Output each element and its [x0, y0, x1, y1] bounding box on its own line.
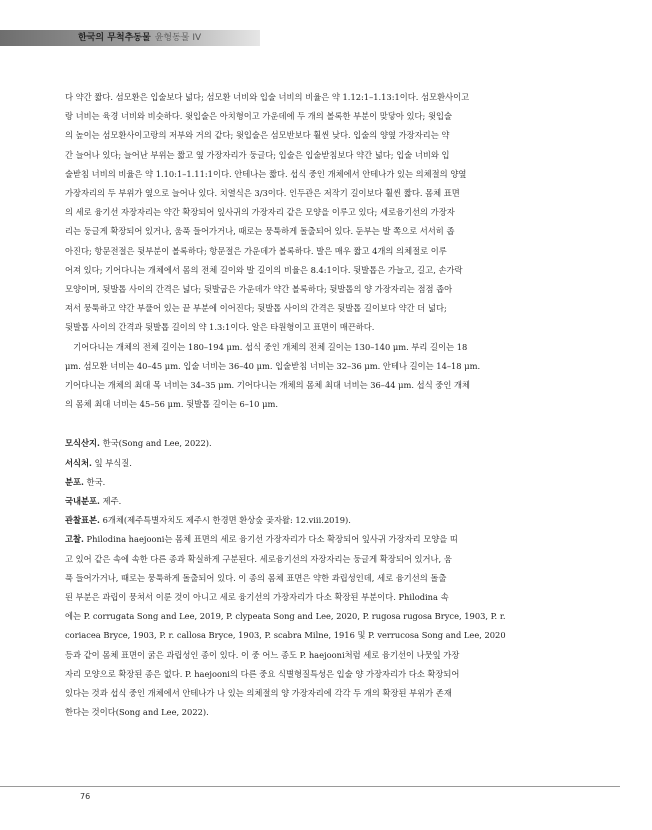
- field-value: 제주.: [99, 496, 122, 507]
- text-line: 된 부분은 과립이 뭉쳐서 이룬 것이 아니고 세로 융기선의 가장자리가 다소 확장된 부분이다. Philodina 속: [65, 592, 449, 603]
- field-row: [65, 434, 570, 453]
- text-line: 있다는 것과 섭식 중인 개체에서 안테나가 나 있는 의체절의 양 가장자리에 각각 두 개의 확장된 부위가 존재: [65, 688, 452, 699]
- description-paragraph: [65, 88, 570, 338]
- page-content: [65, 88, 570, 723]
- text-line: 리는 둥글게 확장되어 있거나, 움푹 들어가거나, 때로는 뭉툭하게 돌출되어 있다. 둔부는 발 쪽으로 서서히 좁: [65, 226, 455, 237]
- field-value: 잎 부식질.: [91, 457, 132, 468]
- text-line: 랑 너비는 육경 너비와 비슷하다. 윗입술은 아치형이고 가운데에 두 개의 볼록한 부분이 맞닿아 있다; 윗입술: [65, 111, 452, 122]
- text-line: μm. 섬모환 너비는 40–45 μm. 입술 너비는 36–40 μm. 입술받침 너비는 32–36 μm. 안테나 길이는 14–18 μm.: [65, 360, 481, 371]
- footer-divider: [0, 786, 620, 787]
- text-line: 기어다니는 개체의 전체 길이는 180–194 μm. 섭식 중인 개체의 전체 길이는 130–140 μm. 부리 길이는 18: [65, 341, 468, 352]
- text-line: 자리 모양으로 확장된 종은 없다. P. haejooni의 다른 중요 식별형질특성은 입술 양 가장자리가 다소 확장되어: [65, 668, 460, 679]
- text-line: 푹 들어가거나, 때로는 뭉툭하게 돌출되어 있다. 이 종의 몸체 표면은 약한 과립성인데, 세로 융기선의 돌출: [65, 572, 447, 583]
- page-number: 76: [80, 792, 91, 801]
- measurements-paragraph: [65, 338, 570, 415]
- text-line: 다 약간 짧다. 섬모환은 입술보다 넓다; 섬모환 너비와 입술 너비의 비율은 약 1.12:1–1.13:1이다. 섬모환사이고: [65, 92, 470, 102]
- text-line: 어져 있다; 기어다니는 개체에서 몸의 전체 길이와 발 길이의 비율은 8.4:1이다. 뒷발톱은 가늘고, 길고, 손가락: [65, 264, 463, 275]
- field-label: 서식처.: [65, 457, 92, 468]
- book-title: 한국의 무척추동물: [78, 33, 151, 43]
- text-line: 의 몸체 최대 너비는 45–56 μm. 뒷발톱 길이는 6–10 μm.: [65, 399, 278, 410]
- field-value: 6개체(제주특별자치도 제주시 한경면 환상숲 곶자왈: 12.viii.2019).: [99, 515, 351, 526]
- text-line: 의 높이는 섬모환사이고랑의 저부와 거의 같다; 윗입술은 섬모반보다 훨씬 낮다. 입술의 양옆 가장자리는 약: [65, 130, 450, 141]
- field-row: [65, 511, 570, 530]
- field-row: [65, 454, 570, 473]
- text-line: [65, 530, 570, 549]
- text-line: coriacea Bryce, 1903, P. r. callosa Bryce, 1903, P. scabra Milne, 1916 및 P. verrucosa Song and Lee, 2020: [65, 630, 506, 641]
- field-list: [65, 434, 570, 530]
- text-line: 모양이며, 뒷발톱 사이의 간격은 넓다; 뒷발굽은 가운데가 약간 볼록하다; 뒷발톱의 양 가장자리는 점점 좁아: [65, 284, 453, 295]
- field-row: [65, 492, 570, 511]
- field-label: 국내분포.: [65, 496, 100, 507]
- text-line: 가장자리의 두 부위가 옆으로 늘어나 있다. 치열식은 3/3이다. 인두관은 저작기 길이보다 훨씬 짧다. 몸체 표면: [65, 188, 460, 199]
- field-row: [65, 473, 570, 492]
- text-line: 아진다; 항문전절은 뒷부분이 볼록하다; 항문절은 가운데가 볼록하다. 발은 매우 짧고 4개의 의체절로 이루: [65, 245, 447, 256]
- text-line: 간 늘어나 있다; 늘어난 부위는 짧고 옆 가장자리가 둥글다; 입술은 입술받침보다 약간 넓다; 입술 너비와 입: [65, 149, 450, 160]
- field-value: 한국.: [83, 476, 106, 487]
- remarks-label: 고찰.: [65, 534, 84, 545]
- section-gap: [65, 414, 570, 434]
- field-label: 모식산지.: [65, 438, 100, 449]
- running-header: [0, 30, 652, 46]
- header-title: [78, 31, 201, 45]
- field-label: 관찰표본.: [65, 515, 100, 526]
- remarks-text: Philodina haejooni는 몸체 표면의 세로 융기선 가장자리가 다소 확장되어 잎사귀 가장자리 모양을 띠: [83, 534, 458, 545]
- text-line: 기어다니는 개체의 최대 목 너비는 34–35 μm. 기어다니는 개체의 몸체 최대 너비는 36–44 μm. 섭식 중인 개체: [65, 380, 471, 391]
- field-label: 분포.: [65, 476, 84, 487]
- text-line: 에는 P. corrugata Song and Lee, 2019, P. clypeata Song and Lee, 2020, P. rugosa rugosa Bryce, 1903, P. r.: [65, 611, 506, 622]
- text-line: 고 있어 같은 속에 속한 다른 종과 확실하게 구분된다. 세로융기선의 자장자리는 둥글게 확장되어 있거나, 움: [65, 553, 452, 564]
- book-subtitle: 윤형동물 IV: [154, 33, 202, 43]
- text-line: 의 세로 융기선 자장자리는 약간 확장되어 잎사귀의 가장자리 같은 모양을 이루고 있다; 세로융기선의 가장자: [65, 207, 455, 218]
- text-line: 뒷발톱 사이의 간격과 뒷발톱 길이의 약 1.3:1이다. 알은 타원형이고 표면이 매끈하다.: [65, 322, 375, 333]
- text-line: 한다는 것이다(Song and Lee, 2022).: [65, 707, 209, 718]
- text-line: 등과 같이 몸체 표면이 굵은 과립성인 종이 있다. 이 중 어느 종도 P. haejooni처럼 세로 융기선이 나뭇잎 가장: [65, 649, 460, 660]
- text-line: 술받침 너비의 비율은 약 1.10:1–1.11:1이다. 안테나는 짧다. 섭식 중인 개체에서 안테나가 있는 의체절의 양옆: [65, 168, 467, 179]
- text-line: 져서 뭉툭하고 약간 부풀어 있는 끝 부분에 이어진다; 뒷발톱 사이의 간격은 뒷발톱 길이보다 약간 더 넓다;: [65, 303, 447, 314]
- remarks-paragraph: [65, 530, 570, 722]
- field-value: 한국(Song and Lee, 2022).: [99, 438, 212, 449]
